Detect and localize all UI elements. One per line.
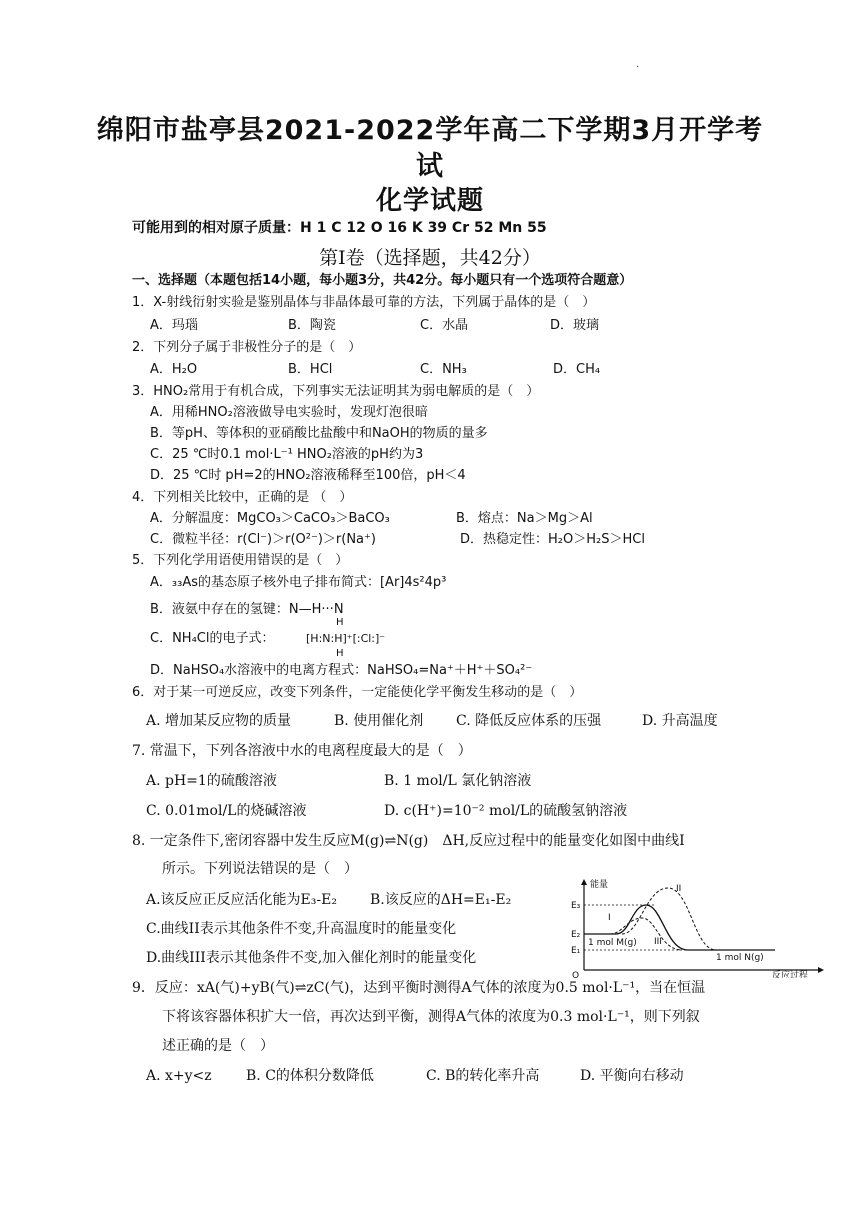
q5-electron-formula: [H:N:H]⁺[:Cl:]⁻ xyxy=(306,632,386,645)
q5-option-c: C．NH₄Cl的电子式： xyxy=(150,631,275,646)
q7-option-b: B. 1 mol/L 氯化钠溶液 xyxy=(384,773,532,789)
energy-diagram xyxy=(570,878,826,978)
q4-stem: 4．下列相关比较中，正确的是 （ ） xyxy=(132,490,353,505)
section-heading: 一、选择题（本题包括14小题，每小题3分，共42分。每小题只有一个选项符合题意） xyxy=(132,273,633,288)
q4-option-d: D．热稳定性：H₂O＞H₂S＞HCl xyxy=(460,532,645,547)
m-label: 1 mol M(g) xyxy=(588,938,637,948)
q5-option-b: B．液氨中存在的氢键：N—H···N xyxy=(150,602,344,617)
q6-option-d: D. 升高温度 xyxy=(642,713,718,729)
q6-stem: 6．对于某一可逆反应，改变下列条件，一定能使化学平衡发生移动的是（ ） xyxy=(132,685,583,700)
q2-option-b: B．HCl xyxy=(288,362,333,377)
q4-option-b: B．熔点：Na＞Mg＞Al xyxy=(456,511,593,526)
page-dot: · xyxy=(636,62,640,73)
e1-label: E₁ xyxy=(571,946,581,956)
q5-stem: 5．下列化学用语使用错误的是（ ） xyxy=(132,553,349,568)
q3-option-b: B．等pH、等体积的亚硝酸比盐酸中和NaOH的物质的量多 xyxy=(150,426,488,441)
y-axis-label: 能量 xyxy=(590,880,609,890)
q9-stem-line1: 9．反应：xA(气)+yB(气)⇌zC(气)，达到平衡时测得A气体的浓度为0.5 mol·L⁻¹，当在恒温 xyxy=(132,980,706,996)
y-axis-arrow xyxy=(581,879,587,885)
q1-option-c: C．水晶 xyxy=(420,318,469,333)
q1-option-a: A．玛瑙 xyxy=(150,318,198,333)
q1-option-d: D．玻璃 xyxy=(550,318,600,333)
atomic-masses: 可能用到的相对原子质量：H 1 C 12 O 16 K 39 Cr 52 Mn 55 xyxy=(132,220,547,236)
q4-option-a: A．分解温度：MgCO₃＞CaCO₃＞BaCO₃ xyxy=(150,511,390,526)
exam-subtitle: 化学试题 xyxy=(375,186,484,216)
q1-stem: 1．X-射线衍射实验是鉴别晶体与非晶体最可靠的方法，下列属于晶体的是（ ） xyxy=(132,295,596,310)
q3-stem: 3．HNO₂常用于有机合成，下列事实无法证明其为弱电解质的是（ ） xyxy=(132,384,540,399)
q5-option-a: A．₃₃As的基态原子核外电子排布简式：[Ar]4s²4p³ xyxy=(150,575,447,590)
q8-option-a: A.该反应正反应活化能为E₃-E₂ xyxy=(146,892,337,908)
q9-option-b: B. C的体积分数降低 xyxy=(246,1068,374,1084)
q8-stem-line1: 8. 一定条件下,密闭容器中发生反应M(g)⇌N(g) ΔH,反应过程中的能量变化如图中曲线I xyxy=(132,833,685,849)
q7-option-d: D. c(H⁺)=10⁻² mol/L的硫酸氢钠溶液 xyxy=(384,803,628,819)
curve-iii-label: III xyxy=(654,937,662,947)
q1-option-b: B．陶瓷 xyxy=(288,318,336,333)
q9-option-c: C. B的转化率升高 xyxy=(426,1068,540,1084)
q2-option-c: C．NH₃ xyxy=(420,362,467,377)
q2-option-a: A．H₂O xyxy=(150,362,198,377)
energy-diagram-svg xyxy=(570,878,826,978)
q2-option-d: D．CH₄ xyxy=(553,362,601,377)
x-axis-label: 反应过程 xyxy=(772,971,809,978)
q7-option-c: C. 0.01mol/L的烧碱溶液 xyxy=(146,803,307,819)
e3-label: E₃ xyxy=(571,901,581,911)
q3-option-c: C．25 ℃时0.1 mol·L⁻¹ HNO₂溶液的pH约为3 xyxy=(150,447,424,462)
volume-heading: 第Ⅰ卷（选择题，共42分） xyxy=(319,247,541,269)
n-label: 1 mol N(g) xyxy=(716,953,764,963)
q6-option-a: A. 增加某反应物的质量 xyxy=(146,713,292,729)
q9-option-d: D. 平衡向右移动 xyxy=(580,1068,684,1084)
q8-option-d: D.曲线III表示其他条件不变,加入催化剂时的能量变化 xyxy=(146,950,477,966)
q7-stem: 7. 常温下，下列各溶液中水的电离程度最大的是（ ） xyxy=(132,743,472,759)
q8-option-b: B.该反应的ΔH=E₁-E₂ xyxy=(370,892,512,908)
q8-stem-line2: 所示。下列说法错误的是（ ） xyxy=(162,861,358,877)
e2-label: E₂ xyxy=(571,930,581,940)
q9-option-a: A. x+y<z xyxy=(146,1068,212,1084)
q3-option-a: A．用稀HNO₂溶液做导电实验时，发现灯泡很暗 xyxy=(150,405,428,420)
q6-option-b: B. 使用催化剂 xyxy=(334,713,424,729)
q4-option-c: C．微粒半径：r(Cl⁻)＞r(O²⁻)＞r(Na⁺) xyxy=(150,532,376,547)
q9-stem-line3: 述正确的是（ ） xyxy=(162,1038,274,1054)
q9-stem-line2: 下将该容器体积扩大一倍，再次达到平衡，测得A气体的浓度为0.3 mol·L⁻¹，则下列叙 xyxy=(162,1009,700,1025)
q6-option-c: C. 降低反应体系的压强 xyxy=(456,713,602,729)
curve-i-label: I xyxy=(608,913,611,923)
q5-electron-h-bottom: H xyxy=(336,648,344,659)
curve-ii-label: II xyxy=(676,884,682,894)
x-axis-arrow xyxy=(818,967,824,973)
q7-option-a: A. pH=1的硫酸溶液 xyxy=(146,773,277,789)
q2-stem: 2．下列分子属于非极性分子的是（ ） xyxy=(132,340,362,355)
exam-title-line2: 试 xyxy=(416,151,444,182)
q5-electron-h-top: H xyxy=(336,617,344,628)
q5-option-d: D．NaHSO₄水溶液中的电离方程式：NaHSO₄=Na⁺＋H⁺＋SO₄²⁻ xyxy=(150,663,533,678)
origin-label: O xyxy=(572,971,580,978)
q8-option-c: C.曲线II表示其他条件不变,升高温度时的能量变化 xyxy=(146,921,457,937)
exam-title-line1: 绵阳市盐亭县2021-2022学年高二下学期3月开学考 xyxy=(96,115,764,146)
q3-option-d: D．25 ℃时 pH=2的HNO₂溶液稀释至100倍，pH＜4 xyxy=(150,468,466,483)
